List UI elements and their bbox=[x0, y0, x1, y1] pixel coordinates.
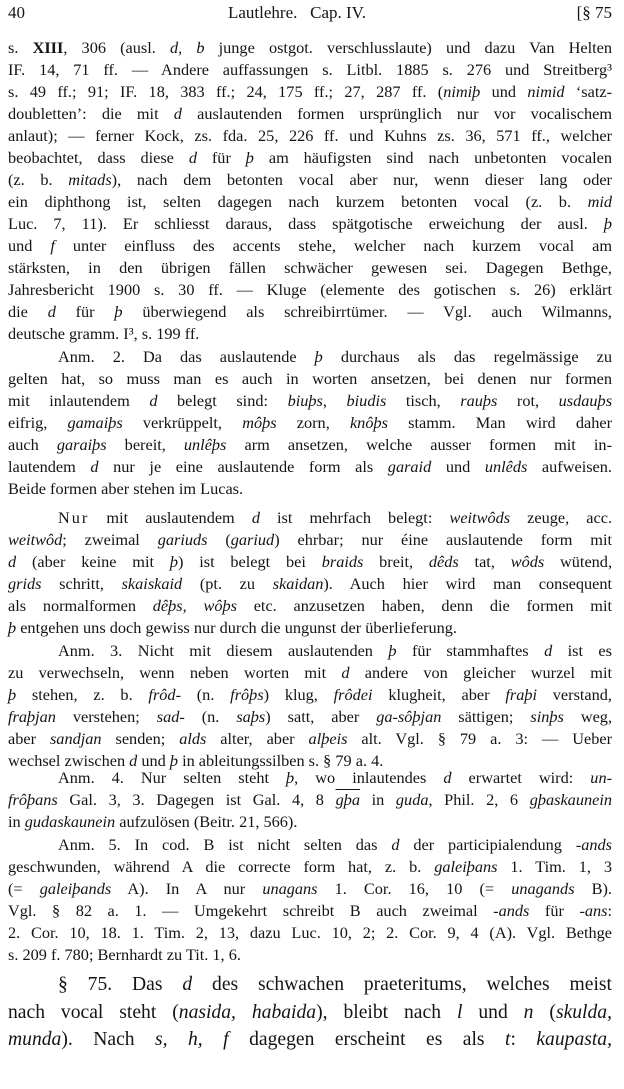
text-line bbox=[8, 323, 612, 345]
text-run: ; zweimal bbox=[62, 530, 158, 549]
text-run: A). In A nur bbox=[111, 879, 263, 898]
text-run: andere von gleicher wurzel mit bbox=[349, 663, 613, 682]
text-line bbox=[8, 789, 612, 811]
text-line bbox=[8, 811, 612, 833]
italic-gothic-word: -ands bbox=[493, 901, 530, 920]
italic-gothic-word: ga-sôþjan bbox=[376, 707, 442, 726]
text-run: und bbox=[8, 236, 51, 255]
text-run: breit, bbox=[363, 552, 429, 571]
text-line bbox=[8, 346, 612, 368]
text-run: auslautenden formen ursprünglich nur vor vocalischem bbox=[181, 104, 613, 123]
text-line bbox=[8, 390, 612, 412]
text-run: arm ansetzen, welche ausser formen mit in- bbox=[226, 435, 612, 454]
text-run: für bbox=[55, 302, 115, 321]
text-run: dagegen erscheint es als bbox=[228, 1029, 505, 1050]
italic-gothic-word: unagans bbox=[262, 879, 318, 898]
text-run: 1. Tim. 1, 3 bbox=[497, 857, 612, 876]
paragraph-anm-2 bbox=[8, 346, 612, 500]
text-run: verstand, bbox=[537, 685, 613, 704]
text-line bbox=[8, 767, 612, 789]
text-line bbox=[8, 573, 612, 595]
italic-gothic-word: biudis bbox=[346, 391, 387, 410]
italic-gothic-word: d bbox=[251, 508, 260, 527]
italic-gothic-word: -ans bbox=[579, 901, 608, 920]
text-run: Gal. 3, 3. Dagegen ist Gal. 4, 8 bbox=[57, 790, 336, 809]
text-line bbox=[8, 551, 612, 573]
paragraph-anm-4 bbox=[8, 767, 612, 833]
italic-gothic-word: gariud bbox=[230, 530, 275, 549]
text-line bbox=[8, 169, 612, 191]
running-title: Lautlehre. Cap. IV. bbox=[228, 3, 367, 22]
italic-gothic-word: mid bbox=[587, 192, 612, 211]
text-run: (aber keine mit bbox=[16, 552, 170, 571]
italic-gothic-word: garaiþs bbox=[56, 435, 107, 454]
text-line bbox=[8, 478, 612, 500]
text-run: in bbox=[359, 790, 396, 809]
text-run: ( bbox=[207, 530, 231, 549]
text-run: , 306 (ausl. bbox=[63, 38, 170, 57]
italic-gothic-word: gariuds bbox=[157, 530, 208, 549]
italic-gothic-word: biuþs bbox=[287, 391, 323, 410]
italic-gothic-word: d bbox=[443, 768, 452, 787]
italic-gothic-word: alþeis bbox=[308, 729, 348, 748]
text-run: tisch, bbox=[386, 391, 461, 410]
text-line bbox=[8, 900, 612, 922]
italic-gothic-word: usdauþs bbox=[558, 391, 613, 410]
text-run: sättigen; bbox=[441, 707, 531, 726]
text-run: bereit, bbox=[106, 435, 184, 454]
italic-gothic-word: þ bbox=[114, 302, 123, 321]
text-run: : bbox=[607, 901, 613, 920]
italic-gothic-word: un- bbox=[590, 768, 612, 787]
text-run: ), nach dem betonten vocal aber nur, wenn dieser lang oder bbox=[111, 170, 612, 189]
text-run: ‘satz- bbox=[564, 82, 612, 101]
text-run: ) klug, bbox=[263, 685, 334, 704]
text-run: nach vocal steht ( bbox=[8, 1001, 179, 1023]
text-run: eifrig, bbox=[8, 413, 68, 432]
text-run: und bbox=[480, 82, 528, 101]
text-line bbox=[8, 125, 612, 147]
italic-gothic-word: frôd- bbox=[148, 685, 181, 704]
italic-gothic-word: skulda, bbox=[555, 1001, 612, 1023]
text-line bbox=[8, 1026, 612, 1054]
italic-gothic-word: þ bbox=[603, 214, 612, 233]
text-run: wechsel zwischen bbox=[8, 751, 130, 770]
text-run: am häufigsten sind nach unbetonten vocalen bbox=[253, 148, 612, 167]
text-run: s. bbox=[8, 38, 33, 57]
italic-gothic-word: d bbox=[90, 457, 99, 476]
text-run: aber bbox=[8, 729, 50, 748]
text-run: Luc. 7, 11). Er schliesst daraus, dass spätgotische erweichung der ausl. bbox=[8, 214, 604, 233]
text-run: (pt. zu bbox=[182, 574, 273, 593]
text-run: Anm. 4. Nur selten steht bbox=[58, 768, 287, 787]
italic-gothic-word: garaid bbox=[387, 457, 432, 476]
italic-gothic-word: grids bbox=[8, 574, 42, 593]
italic-gothic-word: d bbox=[182, 974, 193, 995]
italic-gothic-word: n bbox=[523, 1001, 534, 1023]
text-run: rot, bbox=[497, 391, 559, 410]
italic-gothic-word: d bbox=[169, 38, 179, 57]
text-run: und bbox=[462, 1001, 524, 1023]
text-run: des schwachen praeteritums, welches meist bbox=[192, 974, 612, 995]
text-run: erwartet wird: bbox=[451, 768, 591, 787]
italic-gothic-word: gamaiþs bbox=[67, 413, 123, 432]
text-run: der participialendung bbox=[399, 835, 576, 854]
text-run: wütend, bbox=[544, 552, 613, 571]
text-run: Vgl. § 82 a. 1. — Umgekehrt schreibt B auch zweimal bbox=[8, 901, 494, 920]
paragraph-anm-5 bbox=[8, 834, 612, 966]
text-line bbox=[8, 706, 612, 728]
italic-gothic-word: rauþs bbox=[460, 391, 498, 410]
text-line bbox=[8, 856, 612, 878]
italic-gothic-word: s, h, f bbox=[155, 1029, 229, 1050]
text-run: , bbox=[182, 596, 204, 615]
text-run: , Phil. 2, 6 bbox=[428, 790, 530, 809]
italic-gothic-word: galeiþands bbox=[39, 879, 112, 898]
text-line bbox=[8, 368, 612, 390]
text-run: gelten hat, so muss man es auch in worten ansetzen, bei denen nur formen bbox=[8, 369, 612, 388]
text-run: Anm. 2. Da das auslautende bbox=[58, 347, 315, 366]
text-line bbox=[8, 662, 612, 684]
italic-gothic-word: l bbox=[456, 1001, 463, 1023]
text-run: ) satt, aber bbox=[265, 707, 377, 726]
section-reference: [§ 75 bbox=[576, 3, 612, 22]
text-run: ist es bbox=[552, 641, 612, 660]
text-run: tat, bbox=[458, 552, 511, 571]
italic-gothic-word: guda bbox=[395, 790, 429, 809]
text-run: (z. b. bbox=[8, 170, 69, 189]
text-run: ). Auch hier wird man consequent bbox=[323, 574, 613, 593]
italic-gothic-word: þ bbox=[388, 641, 397, 660]
italic-gothic-word: þ bbox=[169, 552, 178, 571]
italic-gothic-word: d bbox=[47, 302, 56, 321]
italic-gothic-word: frôþans bbox=[8, 790, 58, 809]
italic-gothic-word: unlêþs bbox=[183, 435, 227, 454]
text-line bbox=[8, 412, 612, 434]
text-run: doubletten’: die mit bbox=[8, 104, 174, 123]
text-line bbox=[8, 529, 612, 551]
italic-gothic-word: munda bbox=[8, 1029, 62, 1050]
text-run: zu verwechseln, wenn neben worten mit bbox=[8, 663, 342, 682]
italic-gothic-word: wôþs bbox=[203, 596, 237, 615]
bold-text: XIII bbox=[32, 38, 64, 57]
text-run: ist mehrfach belegt: bbox=[259, 508, 450, 527]
text-line bbox=[8, 507, 612, 529]
text-run: durchaus als das regelmässige zu bbox=[322, 347, 612, 366]
text-line bbox=[8, 103, 612, 125]
text-run: (n. bbox=[184, 707, 237, 726]
text-run: , bbox=[322, 391, 347, 410]
text-run: Jahresbericht 1900 s. 30 ff. — Kluge (elemente des gotischen s. 26) erklärt bbox=[8, 280, 612, 299]
text-line bbox=[8, 728, 612, 750]
text-run: aufzulösen (Beitr. 21, 566). bbox=[115, 812, 298, 831]
text-run: beobachtet, dass diese bbox=[8, 148, 189, 167]
text-line bbox=[8, 684, 612, 706]
spaced-text: Nur bbox=[58, 508, 90, 527]
italic-gothic-word: d bbox=[173, 104, 182, 123]
italic-gothic-word: gþaskaunein bbox=[529, 790, 612, 809]
text-line bbox=[8, 456, 612, 478]
italic-gothic-word: sandjan bbox=[49, 729, 102, 748]
text-run: ), bleibt nach bbox=[316, 1001, 457, 1023]
text-line bbox=[8, 59, 612, 81]
italic-gothic-word: t bbox=[505, 1029, 511, 1050]
text-run: § 75. Das bbox=[58, 974, 183, 995]
text-line bbox=[8, 971, 612, 999]
text-run: IF. 14, 71 ff. — Andere auffassungen s. Litbl. 1885 s. 276 und Streitberg³ bbox=[8, 60, 612, 79]
text-run: stamm. Man wird daher bbox=[387, 413, 612, 432]
paragraph-anm-3 bbox=[8, 640, 612, 772]
italic-gothic-word: þ bbox=[245, 148, 254, 167]
text-run: 2. Cor. 10, 18. 1. Tim. 2, 13, dazu Luc. 10, 2; 2. Cor. 9, 4 (A). Vgl. Bethge bbox=[8, 923, 612, 942]
text-line bbox=[8, 81, 612, 103]
text-run: ) ehrbar; nur éine auslautende form mit bbox=[274, 530, 612, 549]
italic-gothic-word: þ bbox=[8, 618, 17, 637]
abbreviated-word: $\overline{gþa}$ bbox=[335, 790, 360, 809]
italic-gothic-word: fraþjan bbox=[8, 707, 56, 726]
page-number: 40 bbox=[8, 3, 25, 22]
italic-gothic-word: môþs bbox=[242, 413, 277, 432]
italic-gothic-word: frôþs bbox=[230, 685, 264, 704]
text-run: , wo inlautendes bbox=[294, 768, 444, 787]
italic-gothic-word: b bbox=[196, 38, 205, 57]
text-run: ein diphthong ist, selten dagegen nach kurzem betonten vocal (z. b. bbox=[8, 192, 588, 211]
italic-gothic-word: þ bbox=[8, 685, 17, 704]
italic-gothic-word: mitads bbox=[68, 170, 112, 189]
italic-gothic-word: galeiþans bbox=[434, 857, 498, 876]
paragraph-continuation bbox=[8, 37, 612, 345]
italic-gothic-word: sinþs bbox=[530, 707, 564, 726]
italic-gothic-word: knôþs bbox=[349, 413, 388, 432]
text-run: , bbox=[178, 38, 197, 57]
text-line bbox=[8, 999, 612, 1027]
text-run: auch bbox=[8, 435, 57, 454]
italic-gothic-word: nimid bbox=[527, 82, 565, 101]
text-run: stärksten, in den übrigen fällen schwächer gewesen sei. Dagegen Bethge, bbox=[8, 258, 612, 277]
italic-gothic-word: -ands bbox=[575, 835, 612, 854]
text-run: klugheit, aber bbox=[372, 685, 506, 704]
text-line bbox=[8, 147, 612, 169]
text-run: schritt, bbox=[41, 574, 122, 593]
italic-gothic-word: þ bbox=[286, 768, 295, 787]
italic-gothic-word: fraþi bbox=[505, 685, 537, 704]
text-line bbox=[8, 37, 612, 59]
italic-gothic-word: d bbox=[341, 663, 350, 682]
italic-gothic-word: d bbox=[188, 148, 197, 167]
text-run: zeuge, acc. bbox=[510, 508, 613, 527]
text-run: für stammhaftes bbox=[396, 641, 545, 660]
text-run: für bbox=[196, 148, 246, 167]
text-run: überwiegend als schreibirrtümer. — Vgl. auch Wilmanns, bbox=[122, 302, 613, 321]
italic-gothic-word: f bbox=[50, 236, 55, 255]
text-run: junge ostgot. verschlusslaute) und dazu Van Helten bbox=[204, 38, 613, 57]
italic-gothic-word: saþs bbox=[236, 707, 266, 726]
text-run: anlaut); — ferner Kock, zs. fda. 25, 226 ff. und Kuhns zs. 36, 571 ff., welcher bbox=[8, 126, 612, 145]
text-run: unter einfluss des accents stehe, welcher nach kurzem vocal am bbox=[54, 236, 612, 255]
text-run: lautendem bbox=[8, 457, 91, 476]
text-run: in bbox=[8, 812, 25, 831]
text-run: zorn, bbox=[276, 413, 350, 432]
italic-gothic-word: dêds bbox=[428, 552, 459, 571]
text-run: ). Nach bbox=[61, 1029, 156, 1050]
text-line bbox=[8, 617, 612, 639]
italic-gothic-word: braids bbox=[321, 552, 364, 571]
italic-gothic-word: d bbox=[129, 751, 138, 770]
text-line bbox=[8, 301, 612, 323]
text-run: und bbox=[431, 457, 485, 476]
text-run: alter, aber bbox=[206, 729, 309, 748]
italic-gothic-word: skaidan bbox=[272, 574, 324, 593]
text-run: in ableitungssilben s. § 79 a. 4. bbox=[178, 751, 384, 770]
italic-gothic-word: alds bbox=[179, 729, 207, 748]
text-line bbox=[8, 595, 612, 617]
text-run: etc. anzusetzen haben, denn die formen mit bbox=[236, 596, 612, 615]
text-run: für bbox=[529, 901, 580, 920]
text-run: als normalformen bbox=[8, 596, 153, 615]
text-run: Anm. 3. Nicht mit diesem auslautenden bbox=[58, 641, 389, 660]
text-run: stehen, z. b. bbox=[16, 685, 149, 704]
italic-gothic-word: unlêds bbox=[484, 457, 528, 476]
text-run: aufweisen. bbox=[527, 457, 612, 476]
italic-gothic-word: unagands bbox=[511, 879, 575, 898]
italic-gothic-word: þ bbox=[169, 751, 178, 770]
text-run: B). bbox=[574, 879, 612, 898]
italic-gothic-word: sad- bbox=[156, 707, 185, 726]
text-run: Beide formen aber stehen im Lucas. bbox=[8, 479, 244, 498]
italic-gothic-word: frôdei bbox=[333, 685, 373, 704]
italic-gothic-word: d bbox=[544, 641, 553, 660]
text-run: mit inlautendem bbox=[8, 391, 150, 410]
italic-gothic-word: d bbox=[149, 391, 158, 410]
text-line bbox=[8, 640, 612, 662]
paragraph-section-75 bbox=[8, 971, 612, 1054]
text-run: senden; bbox=[101, 729, 180, 748]
text-line bbox=[8, 191, 612, 213]
text-line bbox=[8, 834, 612, 856]
text-run: entgehen uns doch gewiss nur durch die ungunst der überlieferung. bbox=[16, 618, 457, 637]
italic-gothic-word: weitwôds bbox=[449, 508, 511, 527]
italic-gothic-word: dêþs bbox=[152, 596, 183, 615]
text-run: verstehen; bbox=[55, 707, 157, 726]
text-line bbox=[8, 235, 612, 257]
italic-gothic-word: þ bbox=[314, 347, 323, 366]
text-line bbox=[8, 434, 612, 456]
text-run: Anm. 5. In cod. B ist nicht selten das bbox=[58, 835, 392, 854]
text-run: (= bbox=[8, 879, 40, 898]
text-run: belegt sind: bbox=[157, 391, 288, 410]
text-line bbox=[8, 213, 612, 235]
italic-gothic-word: d bbox=[391, 835, 400, 854]
text-run: s. 209 f. 780; Bernhardt zu Tit. 1, 6. bbox=[8, 945, 241, 964]
italic-gothic-word: nimiþ bbox=[443, 82, 481, 101]
text-run: nur je eine auslautende form als bbox=[98, 457, 388, 476]
italic-gothic-word: skaiskaid bbox=[121, 574, 183, 593]
paragraph-nur bbox=[8, 507, 612, 639]
text-run: (n. bbox=[180, 685, 231, 704]
italic-gothic-word: gudaskaunein bbox=[24, 812, 116, 831]
text-run: und bbox=[137, 751, 170, 770]
text-line bbox=[8, 279, 612, 301]
text-run: : bbox=[510, 1029, 537, 1050]
italic-gothic-word: wôds bbox=[510, 552, 545, 571]
text-line bbox=[8, 878, 612, 900]
italic-gothic-word: d bbox=[8, 552, 17, 571]
italic-gothic-word: weitwôd bbox=[8, 530, 63, 549]
text-run: die bbox=[8, 302, 48, 321]
text-run: ( bbox=[533, 1001, 556, 1023]
italic-gothic-word: kaupasta, bbox=[536, 1029, 613, 1050]
text-run: alt. Vgl. § 79 a. 3: — Ueber bbox=[347, 729, 612, 748]
text-run: geschwunden, während A die correcte form hat, z. b. bbox=[8, 857, 435, 876]
text-run: 1. Cor. 16, 10 (= bbox=[317, 879, 512, 898]
text-run: verkrüppelt, bbox=[122, 413, 243, 432]
text-run: deutsche gramm. I³, s. 199 ff. bbox=[8, 324, 200, 343]
italic-gothic-word: nasida, habaida bbox=[178, 1001, 317, 1023]
text-line bbox=[8, 944, 612, 966]
text-line bbox=[8, 922, 612, 944]
text-run: ) ist belegt bei bbox=[177, 552, 322, 571]
text-line bbox=[8, 257, 612, 279]
text-run: s. 49 ff.; 91; IF. 18, 383 ff.; 24, 175 ff.; 27, 287 ff. ( bbox=[8, 82, 444, 101]
text-run: mit auslautendem bbox=[89, 508, 252, 527]
text-run: weg, bbox=[563, 707, 613, 726]
